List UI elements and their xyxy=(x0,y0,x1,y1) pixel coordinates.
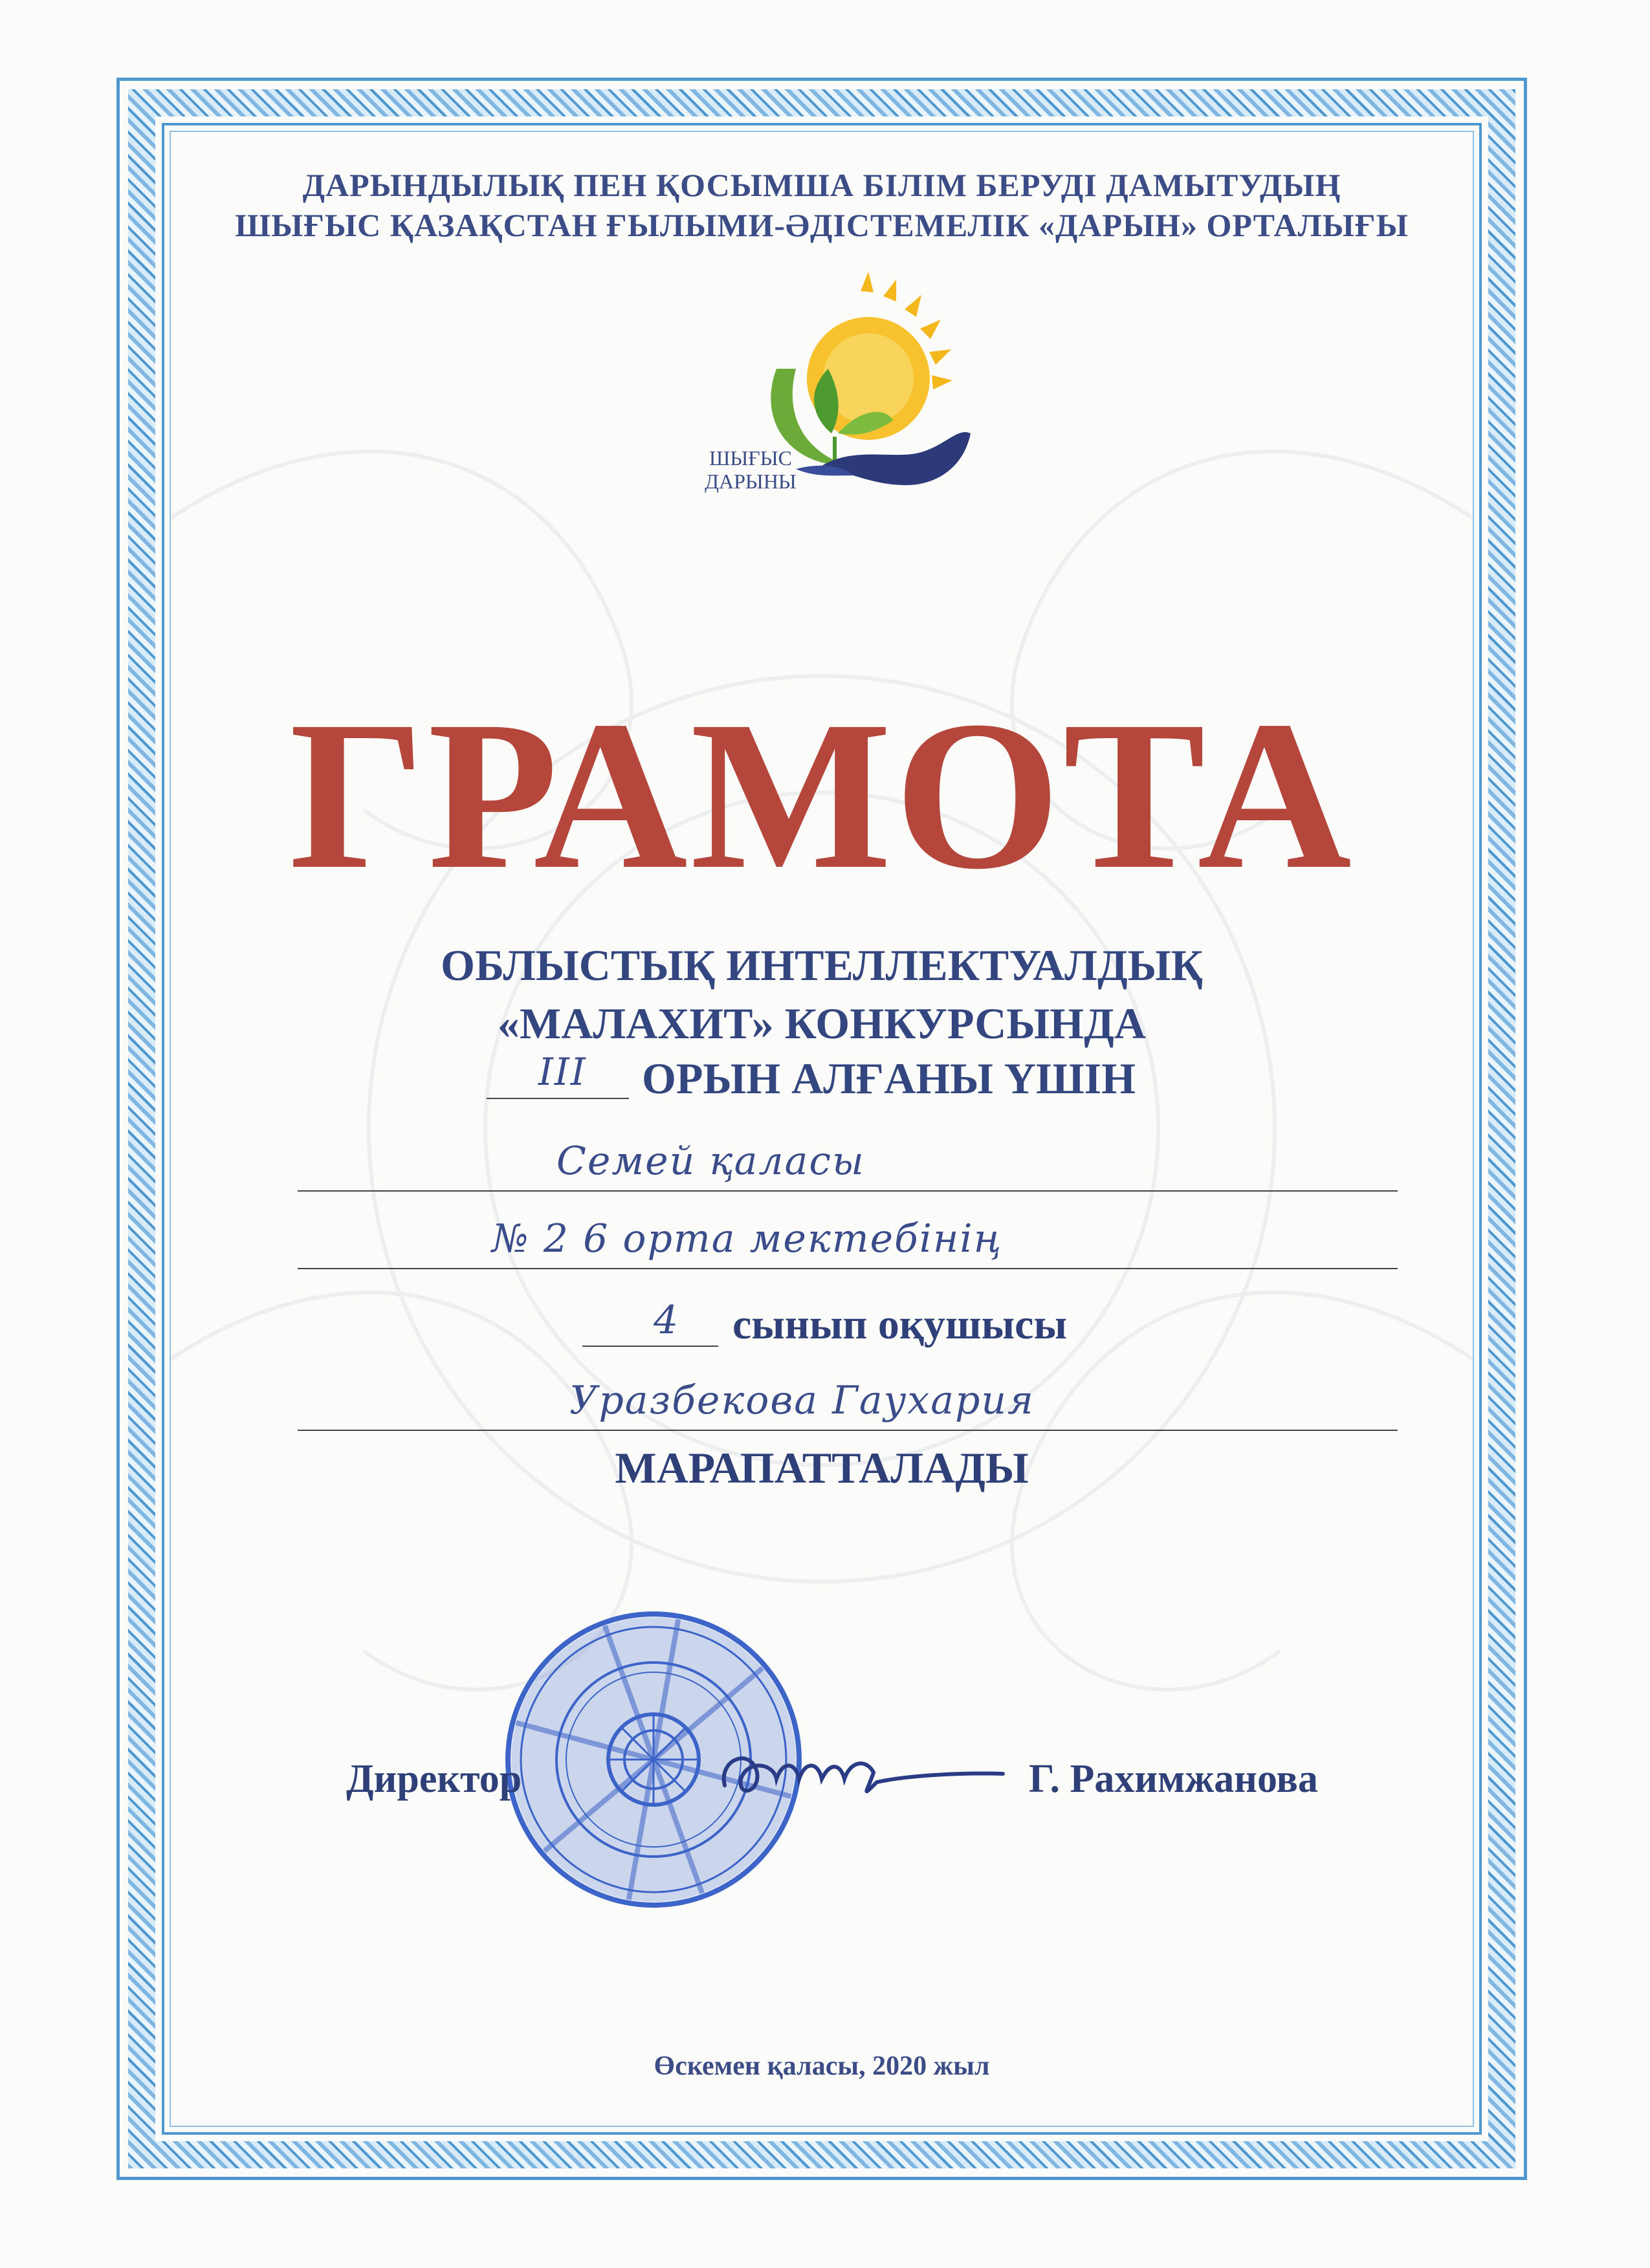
footer-place-year: Өскемен қаласы, 2020 жыл xyxy=(654,2051,990,2081)
header-line-2: ШЫҒЫС ҚАЗАҚСТАН ҒЫЛЫМИ-ӘДІСТЕМЕЛІК «ДАРЫН» ОРТАЛЫҒЫ xyxy=(235,207,1409,243)
reason-line-2: «МАЛАХИТ» КОНКУРСЫНДА xyxy=(498,999,1146,1048)
reason-line-3: ОРЫН АЛҒАНЫ ҮШІН xyxy=(642,1054,1136,1103)
city-handwritten: Семей қаласы xyxy=(556,1139,865,1184)
student-handwritten: Уразбекова Гаухария xyxy=(569,1378,1035,1423)
reason-line-1: ОБЛЫСТЫҚ ИНТЕЛЛЕКТУАЛДЫҚ xyxy=(441,941,1203,990)
certificate-title: ГРАМОТА xyxy=(289,677,1354,913)
student-underline xyxy=(298,1430,1398,1431)
grade-label: сынып оқушысы xyxy=(732,1301,1068,1348)
place-underline xyxy=(487,1098,629,1099)
school-underline xyxy=(298,1268,1398,1269)
director-label: Директор xyxy=(346,1757,522,1801)
place-handwritten: III xyxy=(538,1050,587,1094)
sun-leaf-book-logo xyxy=(699,272,996,518)
city-underline xyxy=(298,1190,1398,1192)
director-signature xyxy=(712,1734,1009,1818)
awarded-text: МАРАПАТТАЛАДЫ xyxy=(615,1443,1029,1492)
school-handwritten: № 2 6 орта мектебінің xyxy=(492,1216,1003,1261)
grade-handwritten: 4 xyxy=(654,1298,680,1343)
director-name: Г. Рахимжанова xyxy=(1029,1757,1318,1801)
logo-text-1: ШЫҒЫС xyxy=(709,446,792,470)
grade-underline xyxy=(582,1346,718,1347)
logo-text-2: ДАРЫНЫ xyxy=(705,470,797,493)
header-line-1: ДАРЫНДЫЛЫҚ ПЕН ҚОСЫМША БІЛІМ БЕРУДІ ДАМЫТУДЫҢ xyxy=(302,167,1341,203)
